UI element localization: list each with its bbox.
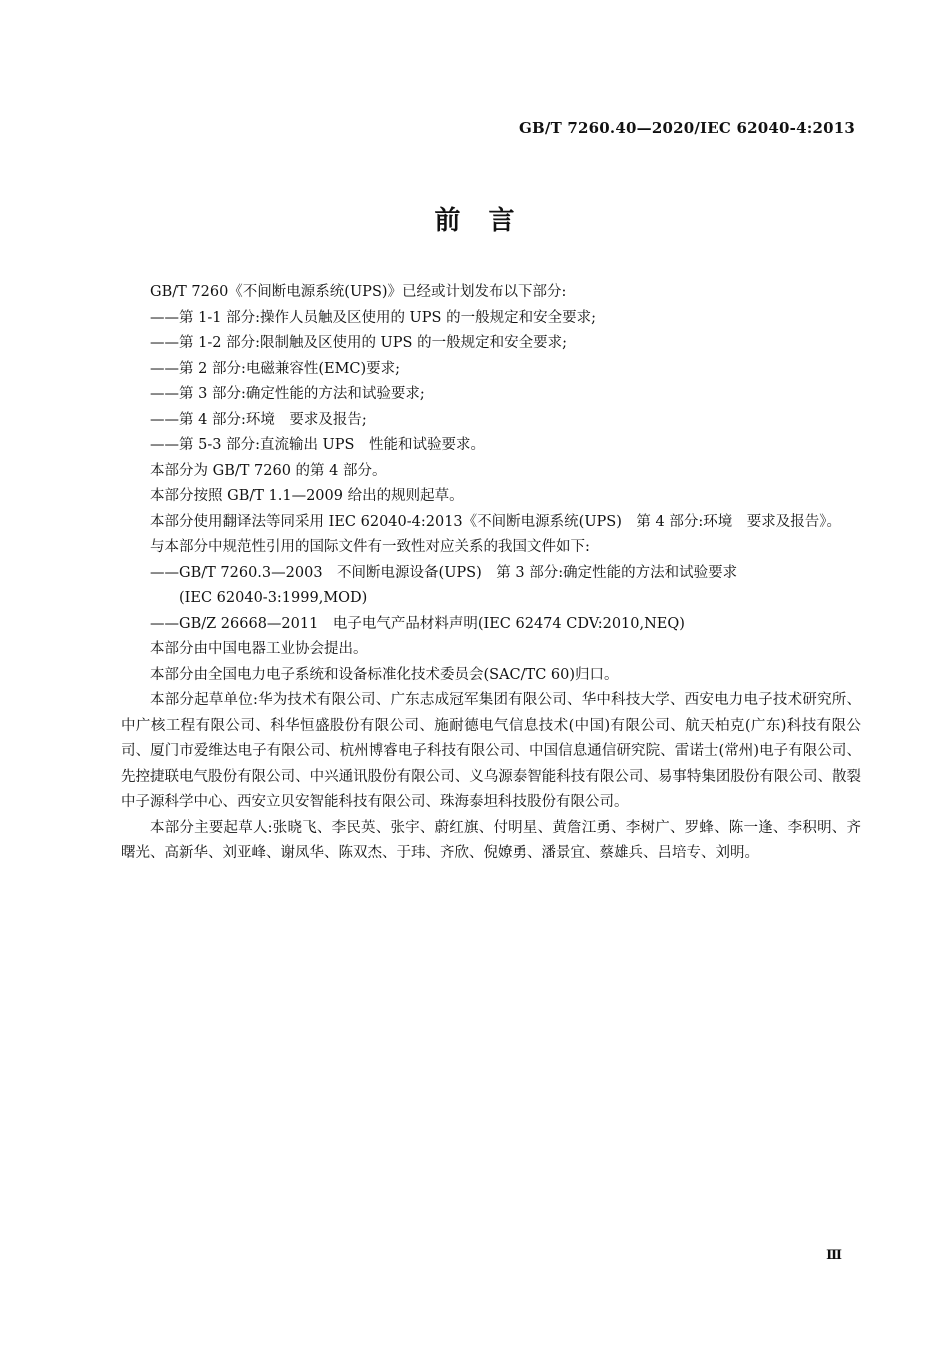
drafting-organizations: 本部分起草单位:华为技术有限公司、广东志成冠军集团有限公司、华中科技大学、西安电力电子技术研究所、中广核工程有限公司、科华恒盛股份有限公司、施耐德电气信息技术(中国)有限公司、航天柏克(广东)科技有限公司、厦门市爱维达电子有限公司、杭州博睿电子科技有限公司、中国信息通信研究院、雷诺士(常州)电子有限公司、先控捷联电气股份有限公司、中兴通讯股份有限公司、义乌源泰智能科技有限公司、易事特集团股份有限公司、散裂中子源科学中心、西安立贝安智能科技有限公司、珠海泰坦科技股份有限公司。 bbox=[121, 692, 861, 810]
part-list-item: ——第 2 部分:电磁兼容性(EMC)要求; bbox=[150, 360, 401, 377]
part-list-item: ——第 1-2 部分:限制触及区使用的 UPS 的一般规定和安全要求; bbox=[150, 335, 567, 351]
part-statement: 本部分为 GB/T 7260 的第 4 部分。 bbox=[150, 462, 387, 479]
part-list-item: ——第 3 部分:确定性能的方法和试验要求; bbox=[150, 386, 425, 402]
adoption-statement: 本部分使用翻译法等同采用 IEC 62040-4:2013《不间断电源系统(UPS) 第 4 部分:环境 要求及报告》。 bbox=[150, 513, 841, 530]
reference-item: ——GB/T 7260.3—2003 不间断电源设备(UPS) 第 3 部分:确定性能的方法和试验要求 bbox=[150, 564, 738, 581]
part-list-item: ——第 4 部分:环境 要求及报告; bbox=[150, 411, 367, 428]
part-list-item: ——第 1-1 部分:操作人员触及区使用的 UPS 的一般规定和安全要求; bbox=[150, 309, 596, 326]
reference-intro: 与本部分中规范性引用的国际文件有一致性对应关系的我国文件如下: bbox=[150, 539, 590, 555]
page-number: Ⅲ bbox=[826, 1248, 842, 1263]
standard-number: GB/T 7260.40—2020/IEC 62040-4:2013 bbox=[519, 119, 855, 137]
intro-paragraph: GB/T 7260《不间断电源系统(UPS)》已经或计划发布以下部分: bbox=[150, 284, 567, 300]
committee-statement: 本部分由全国电力电子系统和设备标准化技术委员会(SAC/TC 60)归口。 bbox=[150, 666, 619, 683]
reference-item-continuation: (IEC 62040-3:1999,MOD) bbox=[179, 590, 368, 606]
drafters: 本部分主要起草人:张晓飞、李民英、张宇、蔚红旗、付明星、黄詹江勇、李树广、罗蜂、陈一逢、李积明、齐曙光、高新华、刘亚峰、谢凤华、陈双杰、于玮、齐欣、倪嫽勇、潘景宜、蔡雄兵、吕培专、刘明。 bbox=[121, 819, 861, 861]
page-title: 前 言 bbox=[434, 206, 516, 236]
reference-item: ——GB/Z 26668—2011 电子电气产品材料声明(IEC 62474 CDV:2010,NEQ) bbox=[150, 615, 685, 632]
proposer-statement: 本部分由中国电器工业协会提出。 bbox=[150, 641, 368, 657]
part-list-item: ——第 5-3 部分:直流输出 UPS 性能和试验要求。 bbox=[150, 437, 485, 453]
drafting-rules: 本部分按照 GB/T 1.1—2009 给出的规则起草。 bbox=[150, 488, 464, 504]
foreword-body bbox=[121, 280, 861, 867]
